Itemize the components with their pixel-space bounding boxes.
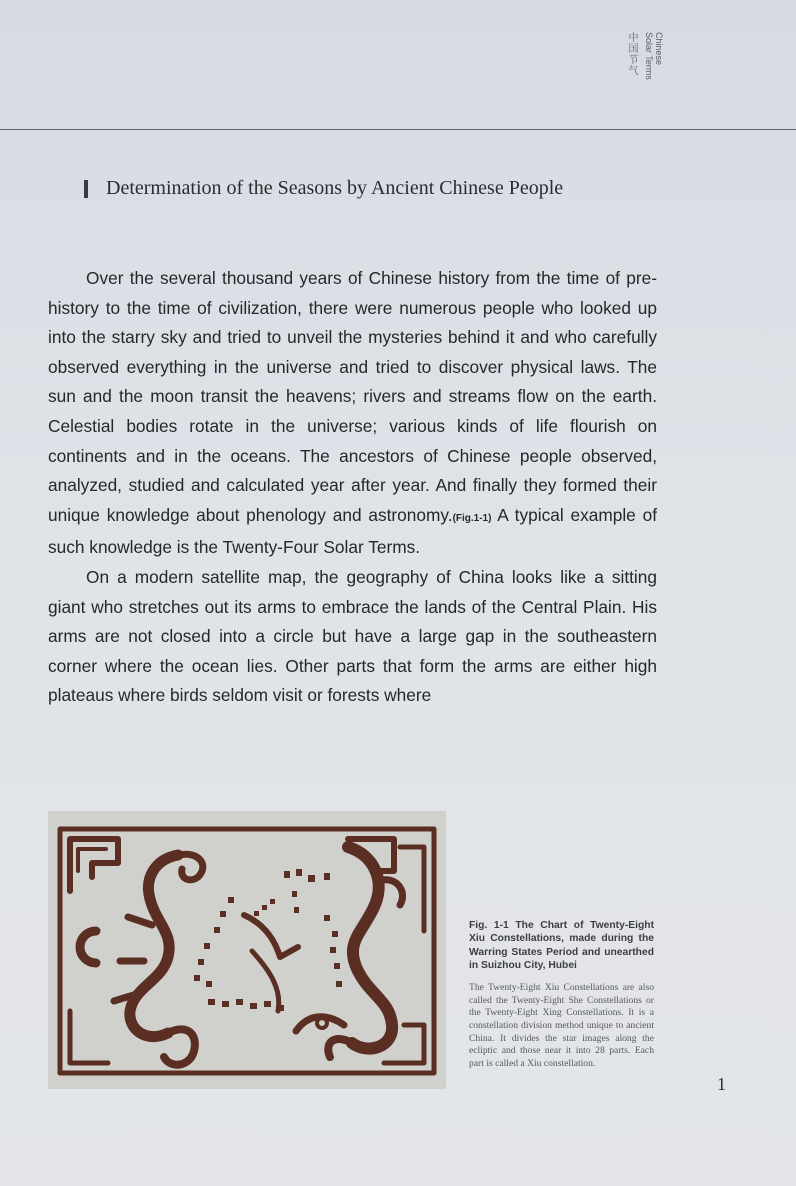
star-glyph [284,871,290,878]
corner-meander-bottom-left [70,1011,108,1063]
star-glyph [270,899,275,904]
section-title: Determination of the Seasons by Ancient Chinese People [106,177,564,199]
star-glyph [194,975,200,981]
dragon-pearl [317,1018,327,1028]
star-glyph [278,1005,284,1011]
star-glyph [206,981,212,987]
star-glyph [204,943,210,949]
star-glyph [334,963,340,969]
star-glyph [308,875,315,882]
heading-marker [84,180,88,198]
paragraph-1-text: Over the several thousand years of Chinese history from the time of pre-history to the time of civilization, there were numerous people who looked up into the starry sky and tried to unveil the mysteries behind it and who carefully observed everything in the universe and tried to discover physical laws. The sun and the moon transit the heavens; rivers and streams flow on the earth. Celestial bodies rotate in the universe; various kinds of life flourish on continents and in the oceans. The ancestors of Chinese people observed, analyzed, studied and calculated year after year. And finally they formed their unique knowledge about phenology and astronomy. [48,268,657,525]
dragon-tail [328,1039,352,1057]
star-glyph [324,873,330,880]
star-glyph [332,931,338,937]
figure-reference: (Fig.1-1) [452,512,492,524]
star-glyph [330,947,336,953]
paragraph-1 [48,264,657,563]
star-glyph [222,1001,229,1007]
figure-caption [469,919,654,1070]
star-glyph [250,1003,257,1009]
star-glyph [236,999,243,1005]
tiger-body [130,855,178,1037]
star-glyph [336,981,342,987]
star-glyph [292,891,297,897]
header-rule [0,129,796,130]
star-glyph [214,927,220,933]
star-glyph [220,911,226,917]
star-glyph [228,897,234,903]
tiger-orb [80,931,96,963]
star-glyph [264,1001,271,1007]
star-glyph [198,959,204,965]
paragraph-1-continuation: A typical example of such knowledge is the Twenty-Four Solar Terms. [48,504,657,558]
caption-title: Fig. 1-1 The Chart of Twenty-Eight Xiu Constellations, made during the Warring States Period and unearthed in Suizhou City, Hubei [469,920,654,971]
constellation-chart-figure [48,811,446,1089]
tiger-tail [164,1029,195,1064]
paragraph-2: On a modern satellite map, the geography of China looks like a sitting giant who stretches out its arms to embrace the lands of the Central Plain. His arms are not closed into a circle but have a large gap in the southeastern corner where the ocean lies. Other parts that form the arms are either high plateaus where birds seldom visit or forests where [48,566,657,706]
body-text [48,264,657,711]
star-glyph [296,869,302,876]
page-number: 1 [717,1074,726,1094]
star-glyph [254,911,259,916]
star-glyph [324,915,330,921]
star-glyph [262,905,267,910]
section-heading [84,177,684,207]
running-head [618,30,666,90]
caption-body: The Twenty-Eight Xiu Constellations are also called the Twenty-Eight She Constellations or the Twenty-Eight Xing Constellations. It is a constellation division method unique to ancient China. It divides the star images along the ecliptic and those near it into 28 parts. Each part is called a Xiu constellation. [469,982,654,1069]
tiger-head [180,854,203,880]
star-glyph [294,907,299,913]
constellation-chart-image [48,811,446,1089]
running-head-chinese: 中国节气 [626,32,637,76]
star-glyph [208,999,215,1005]
running-head-english: Chinese Solar Terms [644,32,664,80]
